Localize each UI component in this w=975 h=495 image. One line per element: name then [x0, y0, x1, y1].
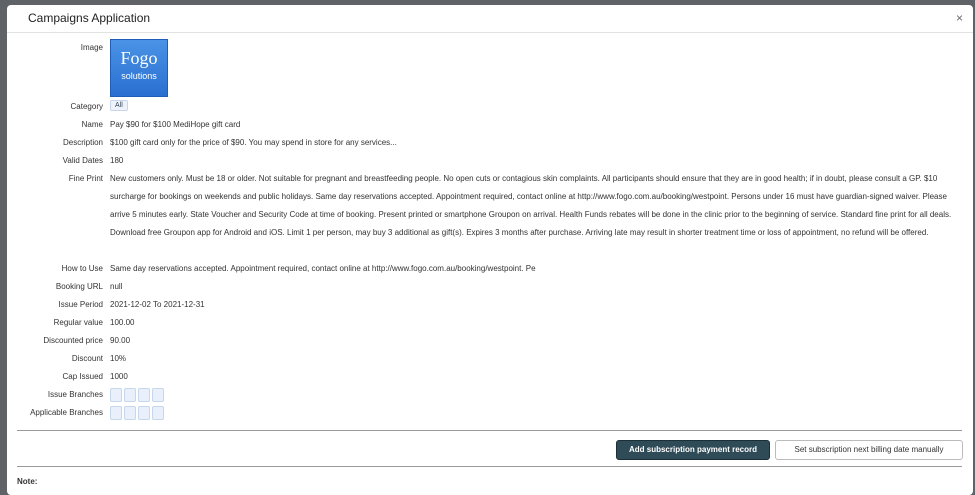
applicable-branch-item[interactable] [138, 406, 150, 420]
issue-period-label: Issue Period [58, 300, 103, 309]
how-to-use-label: How to Use [61, 264, 103, 273]
applicable-branches-list [110, 406, 166, 424]
issue-branch-item[interactable] [124, 388, 136, 402]
cap-issued-label: Cap Issued [62, 372, 103, 381]
booking-url-label: Booking URL [55, 282, 103, 291]
regular-value-label: Regular value [53, 318, 103, 327]
issue-branch-item[interactable] [152, 388, 164, 402]
description-value: $100 gift card only for the price of $90. You may spend in store for any services... [110, 138, 397, 147]
modal-title: Campaigns Application [28, 11, 151, 25]
category-chip: All [110, 100, 128, 111]
add-subscription-payment-button[interactable]: Add subscription payment record [616, 440, 770, 460]
discounted-price-label: Discounted price [43, 336, 103, 345]
issue-branches-label: Issue Branches [47, 390, 103, 399]
issue-branches-list [110, 388, 166, 406]
name-value: Pay $90 for $100 MediHope gift card [110, 120, 241, 129]
logo-text-solutions: solutions [121, 71, 157, 81]
how-to-use-value: Same day reservations accepted. Appointment required, contact online at http://www.fogo.com.au/booking/westpoint. Pe [110, 264, 536, 273]
issue-branch-item[interactable] [138, 388, 150, 402]
applicable-branch-item[interactable] [110, 406, 122, 420]
issue-branch-item[interactable] [110, 388, 122, 402]
fine-print-label: Fine Print [68, 174, 103, 183]
category-label: Category [70, 102, 103, 111]
image-label: Image [80, 43, 103, 52]
regular-value-value: 100.00 [110, 318, 135, 327]
name-label: Name [81, 120, 103, 129]
set-billing-date-button[interactable]: Set subscription next billing date manually [775, 440, 963, 460]
campaigns-application-modal [7, 5, 973, 495]
valid-dates-value: 180 [110, 156, 124, 165]
applicable-branch-item[interactable] [152, 406, 164, 420]
fine-print-value: New customers only. Must be 18 or older. Not suitable for pregnant and breastfeeding people. No open cuts or contagious skin complaints. All participants should ensure that they are in good health; if in doubt, please consult a GP. $10 surcharge for bookings on weekends and public holidays. Same day reservations accepted. Appointment required, contact online at http://www.fogo.com.au/booking/westpoint. Persons under 16 must have guardian-signed waiver. Please arrive 5 minutes early. State Voucher and Security Code at time of booking. Present printed or smartphone Groupon on arrival. Health Funds rebates will be done in the clinic prior to the beginning of service. Standard fine print for all deals. Download free Groupon app for Android and iOS. Limit 1 per person, may buy 3 additional as gift(s). Expires 3 months after purchase. Arriving late may result in shorter treatment time or loss of appointment, no refund will be offered. [110, 174, 952, 237]
booking-url-value: null [110, 282, 123, 291]
valid-dates-label: Valid Dates [62, 156, 103, 165]
discount-value: 10% [110, 354, 127, 363]
close-icon[interactable]: × [955, 11, 963, 25]
issue-period-value: 2021-12-02 To 2021-12-31 [110, 300, 205, 309]
discount-label: Discount [71, 354, 103, 363]
logo-text-fogo: Fogo [120, 48, 158, 68]
campaign-logo-image [110, 39, 168, 97]
note-label: Note: [17, 477, 38, 486]
cap-issued-value: 1000 [110, 372, 128, 381]
section-divider-bottom [17, 466, 962, 467]
applicable-branches-label: Applicable Branches [30, 408, 103, 417]
section-divider [17, 430, 962, 431]
description-label: Description [62, 138, 103, 147]
applicable-branch-item[interactable] [124, 406, 136, 420]
modal-header [7, 5, 973, 33]
discounted-price-value: 90.00 [110, 336, 131, 345]
